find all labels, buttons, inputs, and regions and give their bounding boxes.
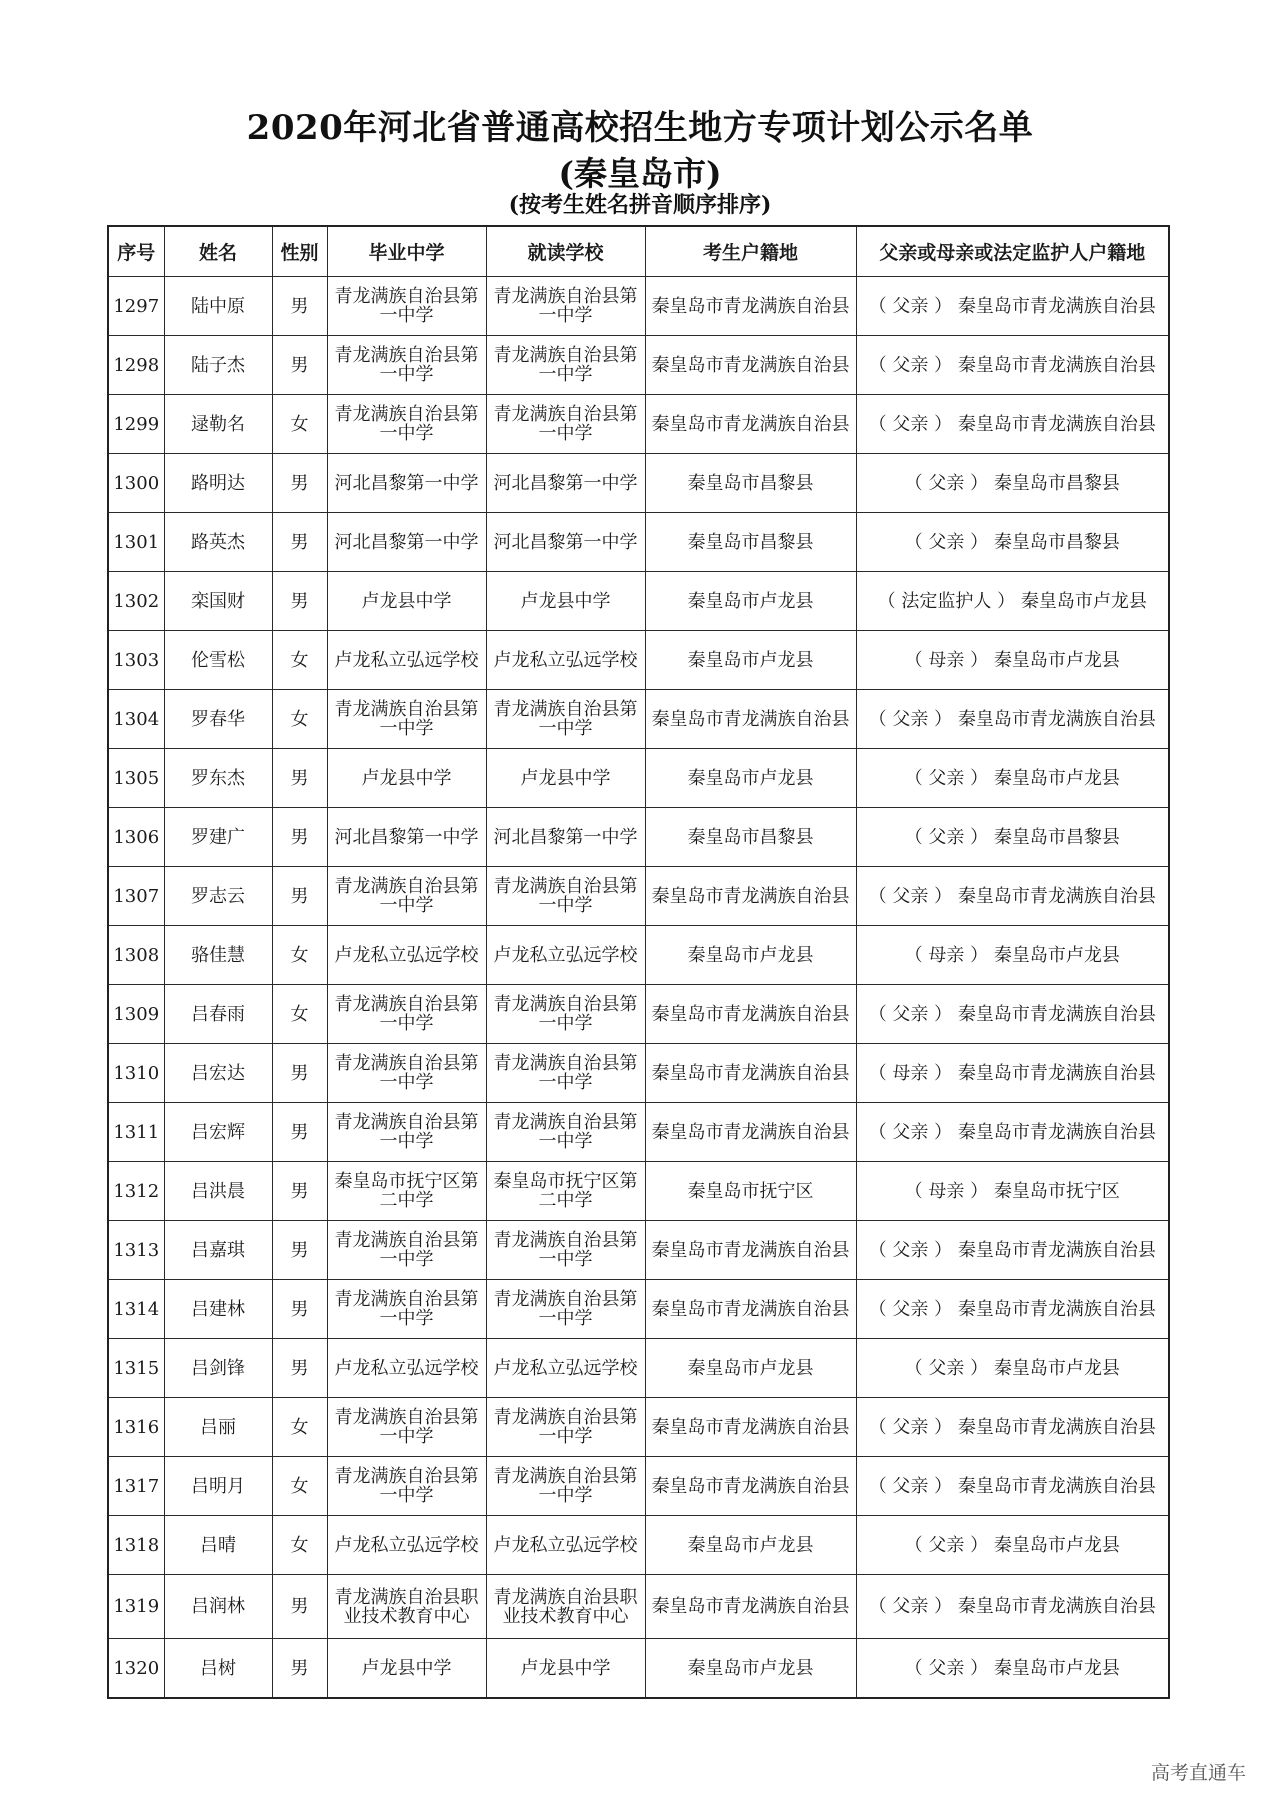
gender-cell: 男 [272,277,327,336]
table-row [108,1103,1169,1162]
guardian-household-cell: （ 父亲 ） 秦皇岛市卢龙县 [856,749,1169,808]
table-row [108,985,1169,1044]
table-row [108,1339,1169,1398]
current-school-cell: 卢龙县中学 [486,572,645,631]
guardian-household-cell: （ 父亲 ） 秦皇岛市青龙满族自治县 [856,277,1169,336]
name-cell: 吕晴 [164,1516,272,1575]
current-school-cell: 河北昌黎第一中学 [486,513,645,572]
guardian-household-cell: （ 父亲 ） 秦皇岛市昌黎县 [856,454,1169,513]
name-cell: 吕树 [164,1639,272,1699]
graduation-school-cell: 青龙满族自治县第一中学 [327,1103,486,1162]
table-row [108,572,1169,631]
serial-number-cell: 1301 [108,513,164,572]
gender-cell: 男 [272,1280,327,1339]
gender-cell: 男 [272,513,327,572]
document-title: 2020年河北省普通高校招生地方专项计划公示名单 [246,108,1034,148]
gender-cell: 女 [272,926,327,985]
current-school-cell: 青龙满族自治县第一中学 [486,277,645,336]
name-cell: 骆佳慧 [164,926,272,985]
table-row [108,1575,1169,1639]
graduation-school-cell: 河北昌黎第一中学 [327,454,486,513]
name-cell: 吕润林 [164,1575,272,1639]
serial-number-cell: 1320 [108,1639,164,1699]
student-household-cell: 秦皇岛市青龙满族自治县 [645,336,856,395]
name-cell: 栾国财 [164,572,272,631]
name-cell: 逯勒名 [164,395,272,454]
current-school-cell: 青龙满族自治县第一中学 [486,1044,645,1103]
table-row [108,867,1169,926]
student-household-cell: 秦皇岛市青龙满族自治县 [645,1398,856,1457]
table-row [108,336,1169,395]
guardian-household-cell: （ 父亲 ） 秦皇岛市青龙满族自治县 [856,1457,1169,1516]
guardian-household-cell: （ 母亲 ） 秦皇岛市抚宁区 [856,1162,1169,1221]
guardian-household-cell: （ 父亲 ） 秦皇岛市青龙满族自治县 [856,395,1169,454]
name-cell: 吕春雨 [164,985,272,1044]
gender-cell: 男 [272,867,327,926]
gender-cell: 男 [272,1339,327,1398]
current-school-cell: 青龙满族自治县第一中学 [486,1457,645,1516]
student-household-cell: 秦皇岛市卢龙县 [645,749,856,808]
gender-cell: 男 [272,749,327,808]
name-cell: 吕丽 [164,1398,272,1457]
graduation-school-cell: 青龙满族自治县第一中学 [327,1398,486,1457]
gender-cell: 女 [272,985,327,1044]
graduation-school-cell: 河北昌黎第一中学 [327,808,486,867]
guardian-household-cell: （ 母亲 ） 秦皇岛市卢龙县 [856,631,1169,690]
student-household-cell: 秦皇岛市卢龙县 [645,1516,856,1575]
table-row [108,1398,1169,1457]
serial-number-cell: 1297 [108,277,164,336]
gender-cell: 男 [272,1639,327,1699]
student-household-cell: 秦皇岛市青龙满族自治县 [645,1457,856,1516]
student-household-cell: 秦皇岛市青龙满族自治县 [645,985,856,1044]
current-school-cell: 青龙满族自治县第一中学 [486,1103,645,1162]
graduation-school-cell: 青龙满族自治县第一中学 [327,1044,486,1103]
gender-cell: 男 [272,1044,327,1103]
gender-cell: 女 [272,395,327,454]
current-school-cell: 卢龙私立弘远学校 [486,631,645,690]
name-cell: 路明达 [164,454,272,513]
sort-note: (按考生姓名拼音顺序排序) [508,192,772,218]
graduation-school-cell: 卢龙私立弘远学校 [327,926,486,985]
guardian-household-cell: （ 父亲 ） 秦皇岛市卢龙县 [856,1516,1169,1575]
student-household-cell: 秦皇岛市卢龙县 [645,631,856,690]
table-row [108,690,1169,749]
current-school-cell: 青龙满族自治县职业技术教育中心 [486,1575,645,1639]
table-row [108,1162,1169,1221]
current-school-cell: 河北昌黎第一中学 [486,808,645,867]
current-school-cell: 卢龙私立弘远学校 [486,926,645,985]
name-cell: 吕宏辉 [164,1103,272,1162]
name-cell: 伦雪松 [164,631,272,690]
student-household-cell: 秦皇岛市青龙满族自治县 [645,867,856,926]
student-household-cell: 秦皇岛市青龙满族自治县 [645,690,856,749]
gender-cell: 女 [272,1398,327,1457]
table-row [108,395,1169,454]
table-row [108,513,1169,572]
serial-number-cell: 1300 [108,454,164,513]
table-row [108,926,1169,985]
header-cell: 就读学校 [486,226,645,277]
serial-number-cell: 1314 [108,1280,164,1339]
gender-cell: 女 [272,690,327,749]
guardian-household-cell: （ 父亲 ） 秦皇岛市卢龙县 [856,1639,1169,1699]
guardian-household-cell: （ 父亲 ） 秦皇岛市青龙满族自治县 [856,1221,1169,1280]
guardian-household-cell: （ 父亲 ） 秦皇岛市青龙满族自治县 [856,1103,1169,1162]
student-household-cell: 秦皇岛市昌黎县 [645,454,856,513]
guardian-household-cell: （ 父亲 ） 秦皇岛市青龙满族自治县 [856,1280,1169,1339]
serial-number-cell: 1302 [108,572,164,631]
name-cell: 罗东杰 [164,749,272,808]
name-cell: 吕宏达 [164,1044,272,1103]
current-school-cell: 秦皇岛市抚宁区第二中学 [486,1162,645,1221]
serial-number-cell: 1318 [108,1516,164,1575]
name-cell: 吕洪晨 [164,1162,272,1221]
roster-table [107,225,1170,1699]
name-cell: 陆中原 [164,277,272,336]
current-school-cell: 卢龙县中学 [486,749,645,808]
serial-number-cell: 1312 [108,1162,164,1221]
header-cell: 姓名 [164,226,272,277]
gender-cell: 女 [272,1457,327,1516]
guardian-household-cell: （ 父亲 ） 秦皇岛市青龙满族自治县 [856,1398,1169,1457]
table-row [108,277,1169,336]
table-row [108,1280,1169,1339]
guardian-household-cell: （ 父亲 ） 秦皇岛市青龙满族自治县 [856,1575,1169,1639]
student-household-cell: 秦皇岛市青龙满族自治县 [645,1103,856,1162]
name-cell: 路英杰 [164,513,272,572]
current-school-cell: 卢龙私立弘远学校 [486,1516,645,1575]
serial-number-cell: 1317 [108,1457,164,1516]
header-cell: 性别 [272,226,327,277]
current-school-cell: 青龙满族自治县第一中学 [486,395,645,454]
student-household-cell: 秦皇岛市昌黎县 [645,808,856,867]
serial-number-cell: 1298 [108,336,164,395]
current-school-cell: 河北昌黎第一中学 [486,454,645,513]
serial-number-cell: 1319 [108,1575,164,1639]
student-household-cell: 秦皇岛市卢龙县 [645,1639,856,1699]
table-row [108,1457,1169,1516]
serial-number-cell: 1308 [108,926,164,985]
serial-number-cell: 1299 [108,395,164,454]
graduation-school-cell: 青龙满族自治县第一中学 [327,1280,486,1339]
guardian-household-cell: （ 父亲 ） 秦皇岛市卢龙县 [856,1339,1169,1398]
gender-cell: 男 [272,572,327,631]
serial-number-cell: 1304 [108,690,164,749]
table-row [108,1639,1169,1699]
gender-cell: 女 [272,631,327,690]
graduation-school-cell: 青龙满族自治县职业技术教育中心 [327,1575,486,1639]
student-household-cell: 秦皇岛市卢龙县 [645,1339,856,1398]
serial-number-cell: 1307 [108,867,164,926]
table-row [108,808,1169,867]
graduation-school-cell: 青龙满族自治县第一中学 [327,1221,486,1280]
graduation-school-cell: 青龙满族自治县第一中学 [327,1457,486,1516]
graduation-school-cell: 卢龙县中学 [327,749,486,808]
name-cell: 罗春华 [164,690,272,749]
guardian-household-cell: （ 母亲 ） 秦皇岛市青龙满族自治县 [856,1044,1169,1103]
serial-number-cell: 1303 [108,631,164,690]
name-cell: 罗志云 [164,867,272,926]
graduation-school-cell: 青龙满族自治县第一中学 [327,985,486,1044]
guardian-household-cell: （ 父亲 ） 秦皇岛市青龙满族自治县 [856,690,1169,749]
current-school-cell: 青龙满族自治县第一中学 [486,867,645,926]
gender-cell: 男 [272,1103,327,1162]
graduation-school-cell: 卢龙私立弘远学校 [327,631,486,690]
student-household-cell: 秦皇岛市抚宁区 [645,1162,856,1221]
serial-number-cell: 1305 [108,749,164,808]
name-cell: 吕明月 [164,1457,272,1516]
serial-number-cell: 1309 [108,985,164,1044]
table-row [108,1221,1169,1280]
student-household-cell: 秦皇岛市昌黎县 [645,513,856,572]
name-cell: 罗建广 [164,808,272,867]
current-school-cell: 青龙满族自治县第一中学 [486,1398,645,1457]
current-school-cell: 青龙满族自治县第一中学 [486,985,645,1044]
graduation-school-cell: 卢龙私立弘远学校 [327,1516,486,1575]
student-household-cell: 秦皇岛市卢龙县 [645,572,856,631]
serial-number-cell: 1315 [108,1339,164,1398]
header-cell: 毕业中学 [327,226,486,277]
graduation-school-cell: 青龙满族自治县第一中学 [327,277,486,336]
gender-cell: 男 [272,336,327,395]
name-cell: 陆子杰 [164,336,272,395]
student-household-cell: 秦皇岛市卢龙县 [645,926,856,985]
graduation-school-cell: 秦皇岛市抚宁区第二中学 [327,1162,486,1221]
table-row [108,749,1169,808]
graduation-school-cell: 青龙满族自治县第一中学 [327,867,486,926]
guardian-household-cell: （ 父亲 ） 秦皇岛市昌黎县 [856,513,1169,572]
guardian-household-cell: （ 父亲 ） 秦皇岛市青龙满族自治县 [856,985,1169,1044]
gender-cell: 男 [272,454,327,513]
gender-cell: 男 [272,1162,327,1221]
graduation-school-cell: 河北昌黎第一中学 [327,513,486,572]
serial-number-cell: 1316 [108,1398,164,1457]
student-household-cell: 秦皇岛市青龙满族自治县 [645,1044,856,1103]
student-household-cell: 秦皇岛市青龙满族自治县 [645,395,856,454]
gender-cell: 女 [272,1516,327,1575]
current-school-cell: 卢龙私立弘远学校 [486,1339,645,1398]
serial-number-cell: 1310 [108,1044,164,1103]
current-school-cell: 卢龙县中学 [486,1639,645,1699]
current-school-cell: 青龙满族自治县第一中学 [486,336,645,395]
guardian-household-cell: （ 父亲 ） 秦皇岛市青龙满族自治县 [856,867,1169,926]
serial-number-cell: 1311 [108,1103,164,1162]
watermark: 高考直通车 [1150,1762,1246,1784]
document-subtitle: (秦皇岛市) [558,154,722,193]
graduation-school-cell: 卢龙县中学 [327,1639,486,1699]
roster-body [108,277,1169,1699]
table-row [108,1044,1169,1103]
graduation-school-cell: 卢龙县中学 [327,572,486,631]
guardian-household-cell: （ 父亲 ） 秦皇岛市昌黎县 [856,808,1169,867]
current-school-cell: 青龙满族自治县第一中学 [486,690,645,749]
gender-cell: 男 [272,1221,327,1280]
header-cell: 父亲或母亲或法定监护人户籍地 [856,226,1169,277]
student-household-cell: 秦皇岛市青龙满族自治县 [645,1221,856,1280]
current-school-cell: 青龙满族自治县第一中学 [486,1280,645,1339]
graduation-school-cell: 卢龙私立弘远学校 [327,1339,486,1398]
name-cell: 吕剑锋 [164,1339,272,1398]
graduation-school-cell: 青龙满族自治县第一中学 [327,395,486,454]
table-row [108,1516,1169,1575]
guardian-household-cell: （ 法定监护人 ） 秦皇岛市卢龙县 [856,572,1169,631]
gender-cell: 男 [272,808,327,867]
table-row [108,454,1169,513]
header-cell: 序号 [108,226,164,277]
graduation-school-cell: 青龙满族自治县第一中学 [327,336,486,395]
student-household-cell: 秦皇岛市青龙满族自治县 [645,277,856,336]
header-row [108,226,1169,277]
name-cell: 吕嘉琪 [164,1221,272,1280]
header-cell: 考生户籍地 [645,226,856,277]
serial-number-cell: 1313 [108,1221,164,1280]
name-cell: 吕建林 [164,1280,272,1339]
current-school-cell: 青龙满族自治县第一中学 [486,1221,645,1280]
guardian-household-cell: （ 父亲 ） 秦皇岛市青龙满族自治县 [856,336,1169,395]
guardian-household-cell: （ 母亲 ） 秦皇岛市卢龙县 [856,926,1169,985]
gender-cell: 男 [272,1575,327,1639]
serial-number-cell: 1306 [108,808,164,867]
student-household-cell: 秦皇岛市青龙满族自治县 [645,1575,856,1639]
graduation-school-cell: 青龙满族自治县第一中学 [327,690,486,749]
student-household-cell: 秦皇岛市青龙满族自治县 [645,1280,856,1339]
table-row [108,631,1169,690]
